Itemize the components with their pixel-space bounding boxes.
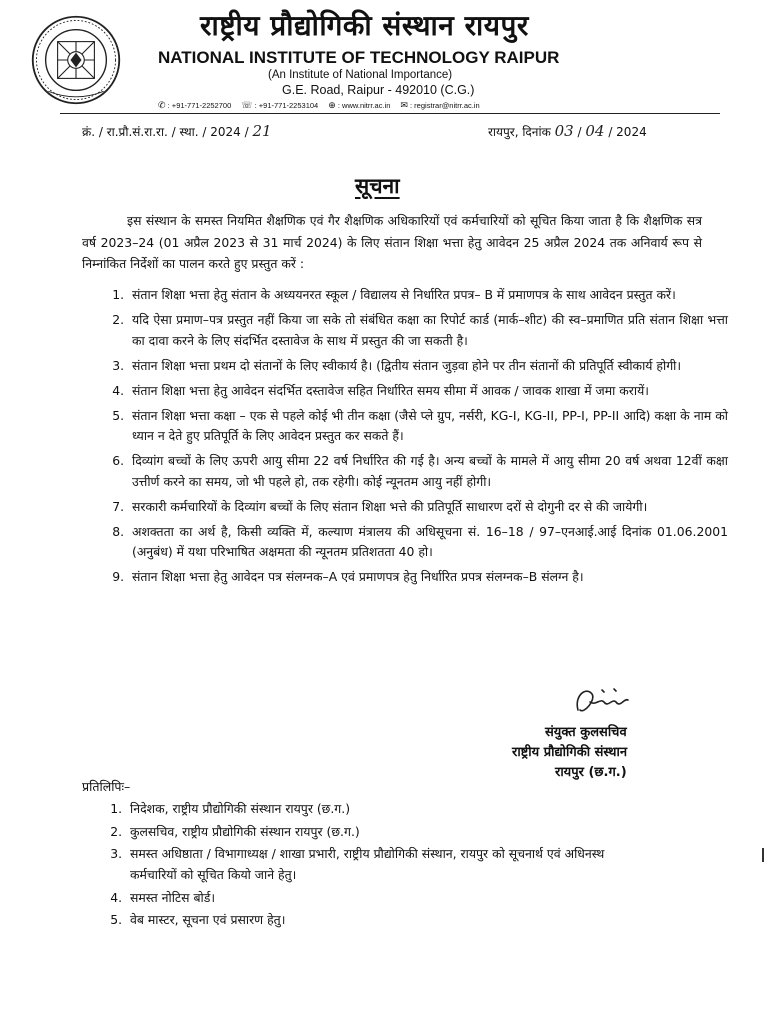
copy-to-item: 1. निदेशक, राष्ट्रीय प्रौद्योगिकी संस्थान रायपुर (छ.ग.) [126, 798, 646, 819]
website-text: : www.nitrr.ac.in [337, 101, 391, 110]
reference-date: रायपुर, दिनांक 03 / 04 / 2024 [488, 122, 647, 140]
instruction-item: 9. संतान शिक्षा भत्ता हेतु आवेदन पत्र संलग्नक–A एवं प्रमाणपत्र हेतु निर्धारित प्रपत्र संलग्नक–B संलग्न है। [128, 567, 728, 588]
copy-to-item: 5. वेब मास्टर, सूचना एवं प्रसारण हेतु। [126, 909, 646, 930]
date-prefix: रायपुर, दिनांक [488, 125, 551, 139]
fax-number: : +91-771-2253104 [254, 101, 319, 110]
instruction-item: 2. यदि ऐसा प्रमाण–पत्र प्रस्तुत नहीं किया जा सके तो संबंधित कक्षा का रिपोर्ट कार्ड (मार्क–शीट) की स्व–प्रमाणित प्रति संतान शिक्षा भत्ता का दावा करने के लिए संदर्भित दस्तावेज के साथ में प्रस्तुत की जा सकती है। [128, 310, 728, 351]
notice-title: सूचना [355, 174, 400, 198]
contact-phone [158, 100, 231, 111]
globe-icon: ⊕ [328, 100, 336, 110]
phone-icon: ✆ [158, 100, 166, 110]
email-text: : registrar@nitrr.ac.in [410, 101, 480, 110]
reference-handwritten-number: 21 [252, 122, 272, 140]
handwritten-signature [570, 680, 640, 724]
copy-to-list [100, 798, 646, 932]
instruction-item: 3. संतान शिक्षा भत्ता प्रथम दो संतानों के लिए स्वीकार्य है। (द्वितीय संतान जुड़वा होने पर तीन संतानों की प्रतिपूर्ति स्वीकार्य होगी। [128, 356, 728, 377]
scan-margin-mark [762, 848, 764, 862]
contact-fax [241, 100, 318, 111]
institute-name-hindi: राष्ट्रीय प्रौद्योगिकी संस्थान रायपुर [200, 9, 529, 42]
signatory-designation: संयुक्त कुलसचिव [545, 725, 627, 740]
instruction-item: 7. सरकारी कर्मचारियों के दिव्यांग बच्चों के लिए संतान शिक्षा भत्ते की प्रतिपूर्ति साधारण दरों से दोगुनी दर से की जायेगी। [128, 497, 728, 518]
copy-to-item: 4. समस्त नोटिस बोर्ड। [126, 887, 646, 908]
institute-logo [30, 14, 122, 106]
fax-icon: ☏ [241, 100, 253, 110]
copy-to-item: 2. कुलसचिव, राष्ट्रीय प्रौद्योगिकी संस्थान रायपुर (छ.ग.) [126, 821, 646, 842]
date-day: 03 [554, 122, 574, 140]
signatory-city: रायपुर (छ.ग.) [555, 765, 627, 780]
contact-row [158, 100, 628, 111]
institute-subtitle: (An Institute of National Importance) [268, 69, 453, 81]
date-month: 04 [585, 122, 605, 140]
contact-email [400, 100, 479, 111]
instruction-list [102, 285, 728, 592]
signatory-institute: राष्ट्रीय प्रौद्योगिकी संस्थान [512, 745, 628, 760]
notice-intro-text: इस संस्थान के समस्त नियमित शैक्षणिक एवं गैर शैक्षणिक अधिकारियों एवं कर्मचारियों को सूचित किया जाता है कि शैक्षणिक सत्र वर्ष 2023–24 (01 अप्रैल 2023 से 31 मार्च 2024) के लिए संतान शिक्षा भत्ता हेतु आवेदन 25 अप्रैल 2024 तक अनिवार्य रूप से निम्नांकित निर्देशों का पालन करते हुए प्रस्तुत करें : [82, 213, 702, 271]
copy-to-heading: प्रतिलिपिः– [82, 779, 131, 794]
institute-address: G.E. Road, Raipur - 492010 (C.G.) [282, 83, 475, 97]
instruction-item: 6. दिव्यांग बच्चों के लिए ऊपरी आयु सीमा 22 वर्ष निर्धारित की गई है। अन्य बच्चों के मामले में आयु सीमा 20 वर्ष अथवा 12वीं कक्षा उत्तीर्ण करने का समय, जो भी पहले हो, तक रहेगी। कोई न्यूनतम आयु नहीं होगी। [128, 451, 728, 492]
phone-number: : +91-771-2252700 [167, 101, 232, 110]
institute-name-english: NATIONAL INSTITUTE OF TECHNOLOGY RAIPUR [158, 48, 560, 67]
header-rule [60, 113, 720, 114]
reference-prefix: क्रं. / रा.प्रौ.सं.रा.रा. / स्था. / 2024 / [82, 125, 249, 139]
copy-to-item: 3. समस्त अधिष्ठाता / विभागाध्यक्ष / शाखा प्रभारी, राष्ट्रीय प्रौद्योगिकी संस्थान, रायपुर को सूचनार्थ एवं अधिनस्थ कर्मचारियों को सूचित कियो जाने हेतु। [126, 843, 646, 885]
mail-icon: ✉ [400, 100, 408, 110]
instruction-item: 8. अशक्तता का अर्थ है, किसी व्यक्ति में, कल्याण मंत्रालय की अधिसूचना सं. 16–18 / 97–एनआई.आई दिनांक 01.06.2001 (अनुबंध) में यथा परिभाषित अक्षमता की न्यूनतम प्रतिशतता 40 हो। [128, 522, 728, 563]
notice-intro [82, 210, 702, 275]
contact-web [328, 100, 390, 111]
instruction-item: 1. संतान शिक्षा भत्ता हेतु संतान के अध्ययनरत स्कूल / विद्यालय से निर्धारित प्रपत्र– B में प्रमाणपत्र के साथ आवेदन प्रस्तुत करें। [128, 285, 728, 306]
date-year: / 2024 [608, 125, 647, 139]
instruction-item: 4. संतान शिक्षा भत्ता हेतु आवेदन संदर्भित दस्तावेज सहित निर्धारित समय सीमा में आवक / जावक शाखा में जमा करायें। [128, 381, 728, 402]
instruction-item: 5. संतान शिक्षा भत्ता कक्षा – एक से पहले कोई भी तीन कक्षा (जैसे प्ले ग्रुप, नर्सरी, KG-I, KG-II, PP-I, PP-II आदि) कक्षा के नाम को ध्यान न देते हुए प्रतिपूर्ति के लिए आवेदन प्रस्तुत कर सकते हैं। [128, 406, 728, 447]
reference-number [82, 122, 272, 140]
